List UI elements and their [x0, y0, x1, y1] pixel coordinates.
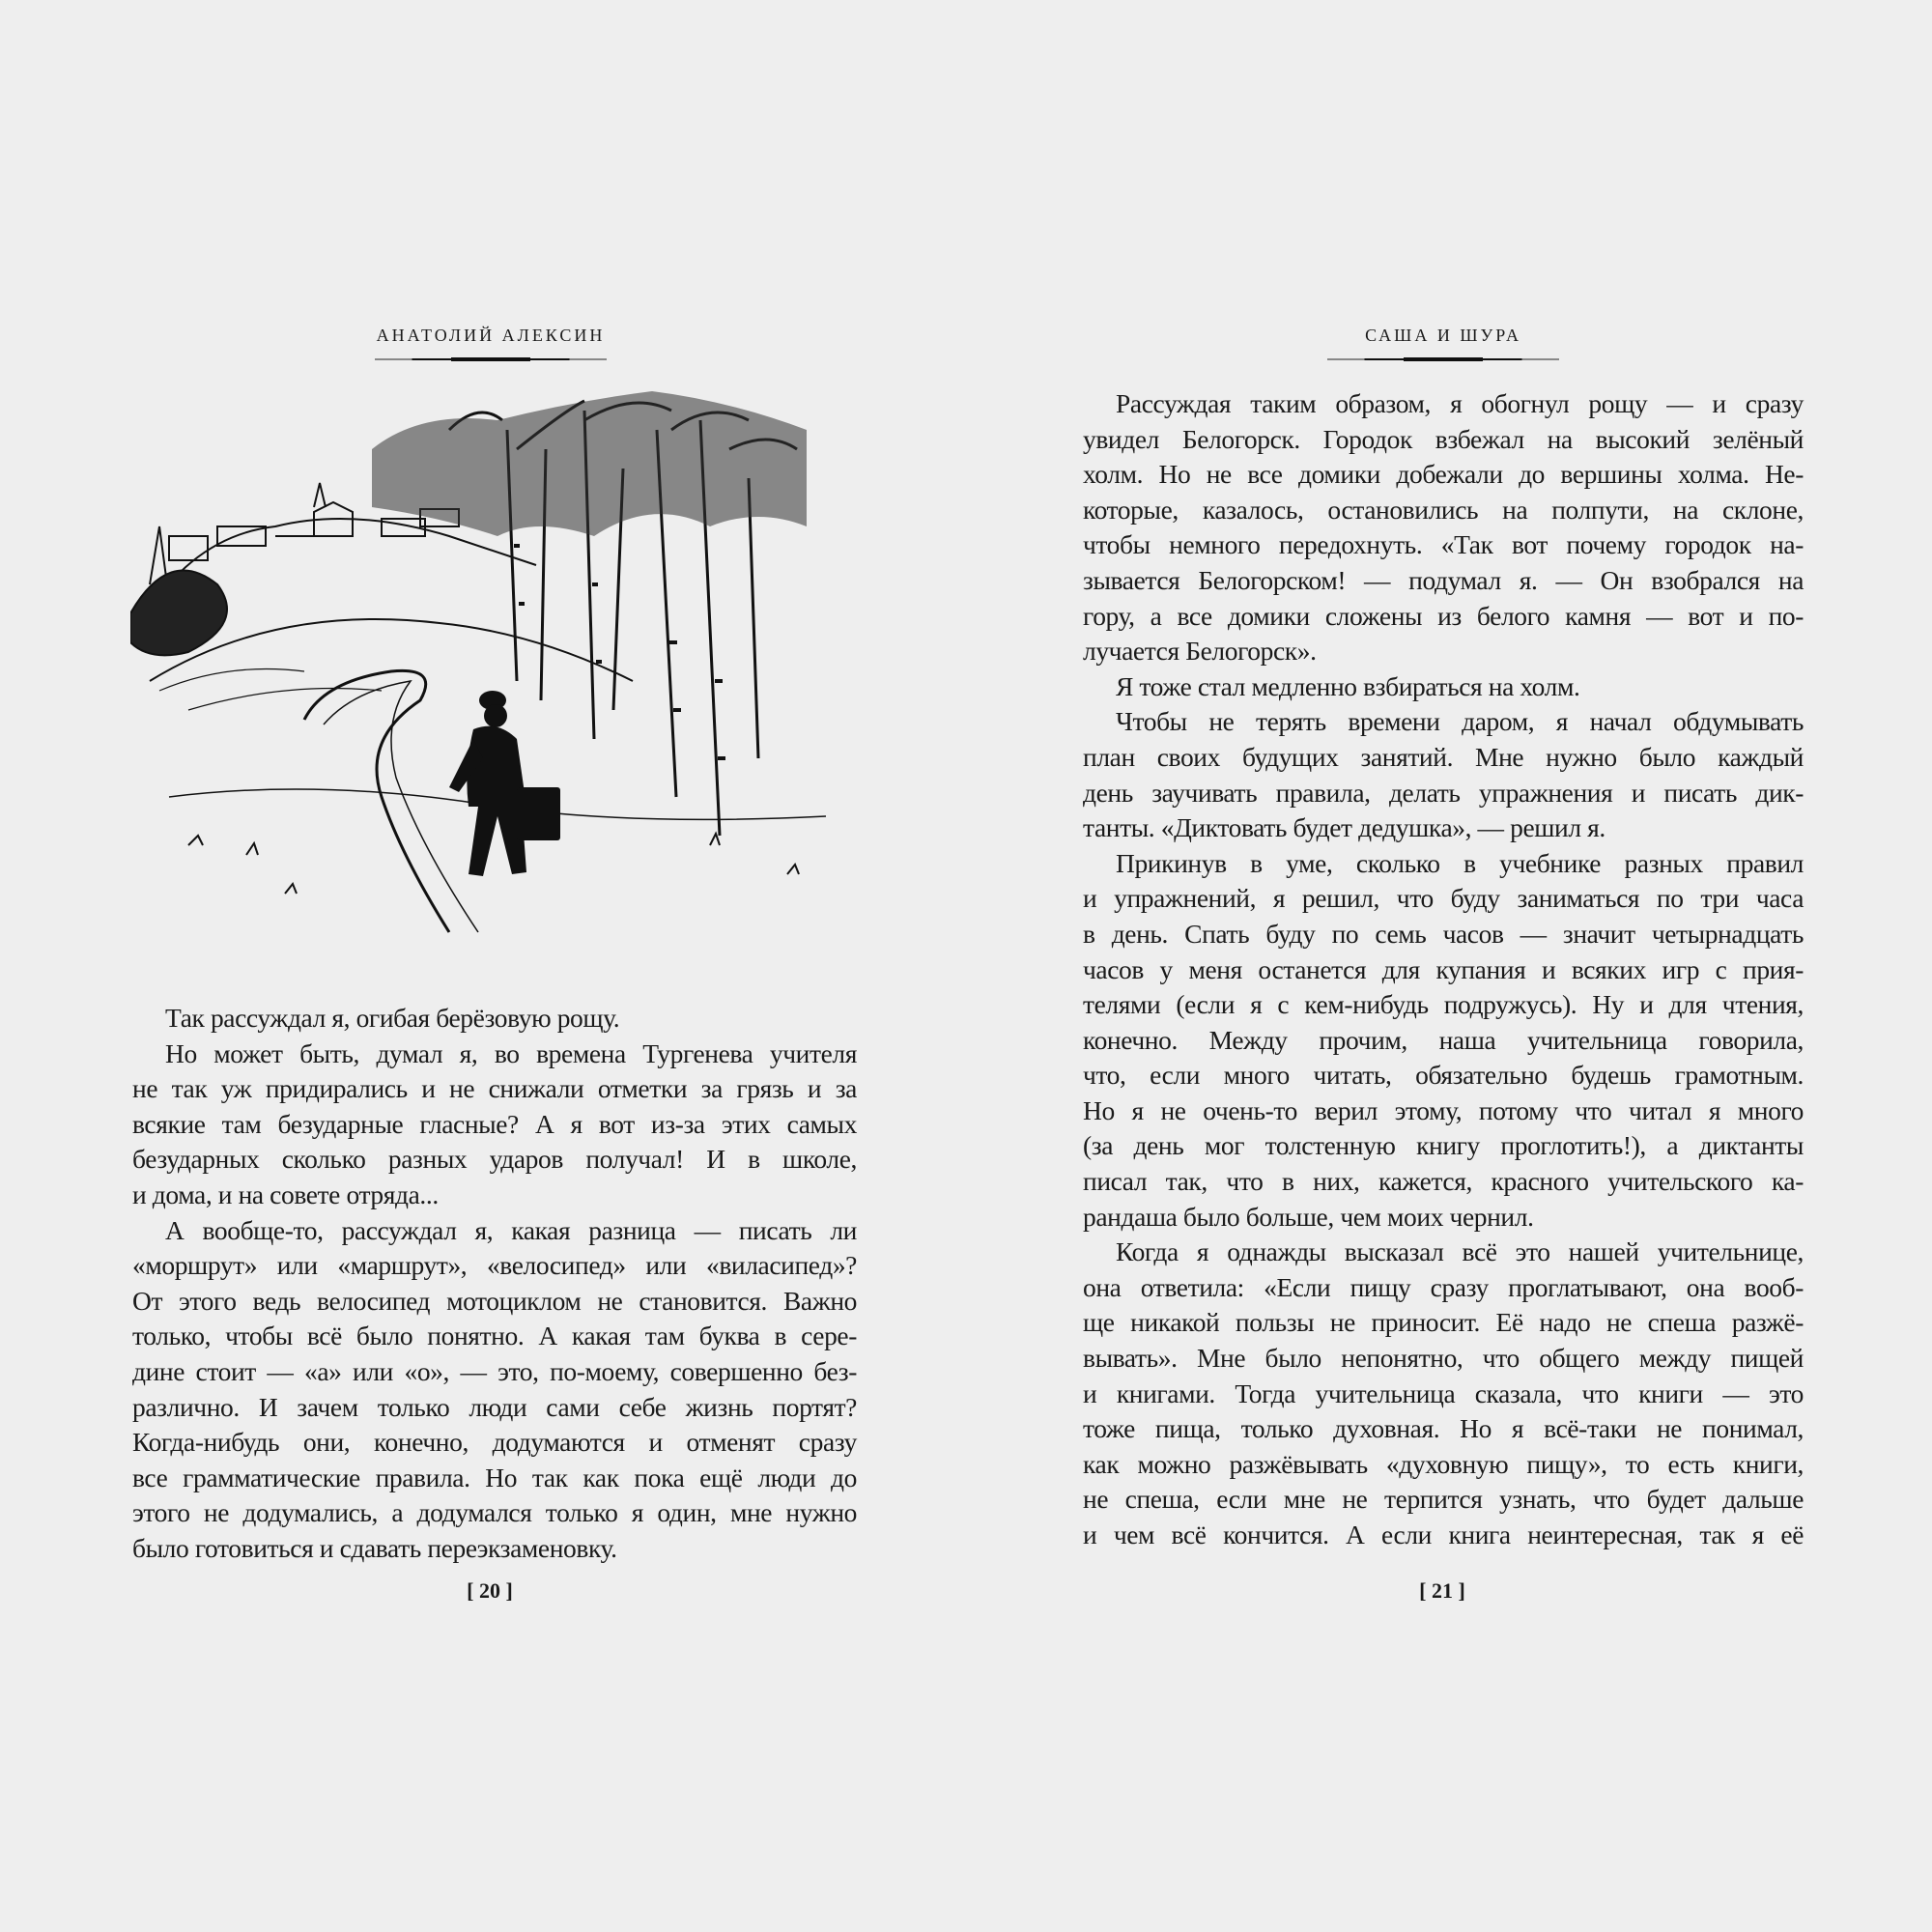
text-line: все грамматические правила. Но так как пока ещё люди до — [132, 1462, 857, 1492]
left-page-body-text — [132, 1001, 857, 1567]
text-line: как можно разжёвывать «духовную пищу», то есть книги, — [1083, 1448, 1804, 1479]
text-line: Я тоже стал медленно взбираться на холм. — [1116, 670, 1580, 701]
text-line: день заучивать правила, делать упражнения и писать дик- — [1083, 777, 1804, 808]
text-line: рандаша было больше, чем моих чернил. — [1083, 1201, 1534, 1232]
header-rule — [1327, 358, 1559, 360]
text-line: и упражнений, я решил, что буду заниматься по три часа — [1083, 883, 1804, 914]
text-line: (за день мог толстенную книгу проглотить!), а диктанты — [1083, 1130, 1804, 1161]
text-line: вывать». Мне было непонятно, что общего между пищей — [1083, 1343, 1804, 1374]
text-line: план своих будущих занятий. Мне нужно было каждый — [1083, 741, 1804, 772]
running-head-author: АНАТОЛИЙ АЛЕКСИН — [376, 326, 606, 345]
page-number-left: [ 20 ] — [467, 1578, 513, 1603]
text-line: часов у меня останется для купания и всяких игр с прия- — [1083, 953, 1804, 984]
text-line: танты. «Диктовать будет дедушка», — решил я. — [1083, 812, 1605, 843]
text-line: было готовиться и сдавать переэкзаменовку. — [132, 1532, 617, 1563]
text-line: Но я не очень-то верил этому, потому что читал я много — [1083, 1094, 1804, 1125]
text-line: в день. Спать буду по семь часов — значит четырнадцать — [1083, 918, 1804, 949]
text-line: только, чтобы всё было понятно. А какая там буква в сере- — [132, 1321, 857, 1351]
header-rule — [375, 358, 607, 360]
text-line: которые, казалось, остановились на полпути, на склоне, — [1083, 494, 1804, 525]
text-line: безударных сколько разных ударов получал! И в школе, — [132, 1144, 857, 1175]
text-line: она ответила: «Если пищу сразу проглатывают, она вооб- — [1083, 1271, 1804, 1302]
text-line: чтобы немного передохнуть. «Так вот почему городок на- — [1083, 529, 1804, 560]
running-head-title: САША И ШУРА — [1365, 326, 1521, 345]
text-line: различно. И зачем только люди сами себе жизнь портят? — [132, 1391, 857, 1422]
text-line: дине стоит — «а» или «о», — это, по-моему, совершенно без- — [132, 1355, 857, 1386]
text-line: не спеша, если мне не терпится узнать, что будет дальше — [1083, 1484, 1804, 1515]
text-line: не так уж придирались и не снижали отметки за грязь и за — [132, 1073, 857, 1104]
text-line: увидел Белогорск. Городок взбежал на высокий зелёный — [1083, 423, 1804, 454]
right-page-body-text — [1083, 386, 1804, 1553]
text-line: конечно. Между прочим, наша учительница говорила, — [1083, 1024, 1804, 1055]
text-line: всякие там безударные гласные? А я вот из-за этих самых — [132, 1108, 857, 1139]
text-line: Чтобы не терять времени даром, я начал обдумывать — [1116, 706, 1804, 737]
text-line: лучается Белогорск». — [1083, 636, 1317, 667]
text-line: гору, а все домики сложены из белого камня — вот и по- — [1083, 600, 1804, 631]
illustration-boy-with-suitcase-birch-grove — [130, 391, 855, 961]
text-line: что, если много читать, обязательно будешь грамотным. — [1083, 1060, 1804, 1091]
text-line: А вообще-то, рассуждал я, какая разница — писать ли — [165, 1214, 857, 1245]
text-line: От этого ведь велосипед мотоциклом не становится. Важно — [132, 1285, 857, 1316]
text-line: телями (если я с кем-нибудь подружусь). Ну и для чтения, — [1083, 989, 1804, 1020]
text-line: холм. Но не все домики добежали до вершины холма. Не- — [1083, 459, 1804, 490]
text-line: этого не додумались, а додумался только я один, мне нужно — [132, 1497, 857, 1528]
text-line: Но может быть, думал я, во времена Тургенева учителя — [165, 1037, 857, 1068]
text-line: и книгами. Тогда учительница сказала, что книги — это — [1083, 1378, 1804, 1408]
text-line: Рассуждая таким образом, я обогнул рощу — и сразу — [1116, 388, 1804, 418]
text-line: тоже пища, только духовная. Но я всё-таки не понимал, — [1083, 1413, 1804, 1444]
text-line: Так рассуждал я, огибая берёзовую рощу. — [165, 1003, 620, 1033]
text-line: Когда я однажды высказал всё это нашей учительнице, — [1116, 1236, 1804, 1267]
text-line: и чем всё кончится. А если книга неинтересная, так я её — [1083, 1520, 1804, 1549]
text-line: «моршрут» или «маршрут», «велосипед» или «виласипед»? — [132, 1250, 857, 1281]
text-line: ще никакой пользы не приносит. Её надо не спеша разжё- — [1083, 1307, 1804, 1338]
text-line: Когда-нибудь они, конечно, додумаются и отменят сразу — [132, 1427, 857, 1458]
text-line: писал так, что в них, кажется, красного учительского ка- — [1083, 1166, 1804, 1197]
text-line: и дома, и на совете отряда... — [132, 1179, 439, 1209]
text-line: зывается Белогорском! — подумал я. — Он взобрался на — [1083, 564, 1804, 595]
page-number-right: [ 21 ] — [1419, 1578, 1465, 1603]
text-line: Прикинув в уме, сколько в учебнике разных правил — [1116, 847, 1804, 878]
